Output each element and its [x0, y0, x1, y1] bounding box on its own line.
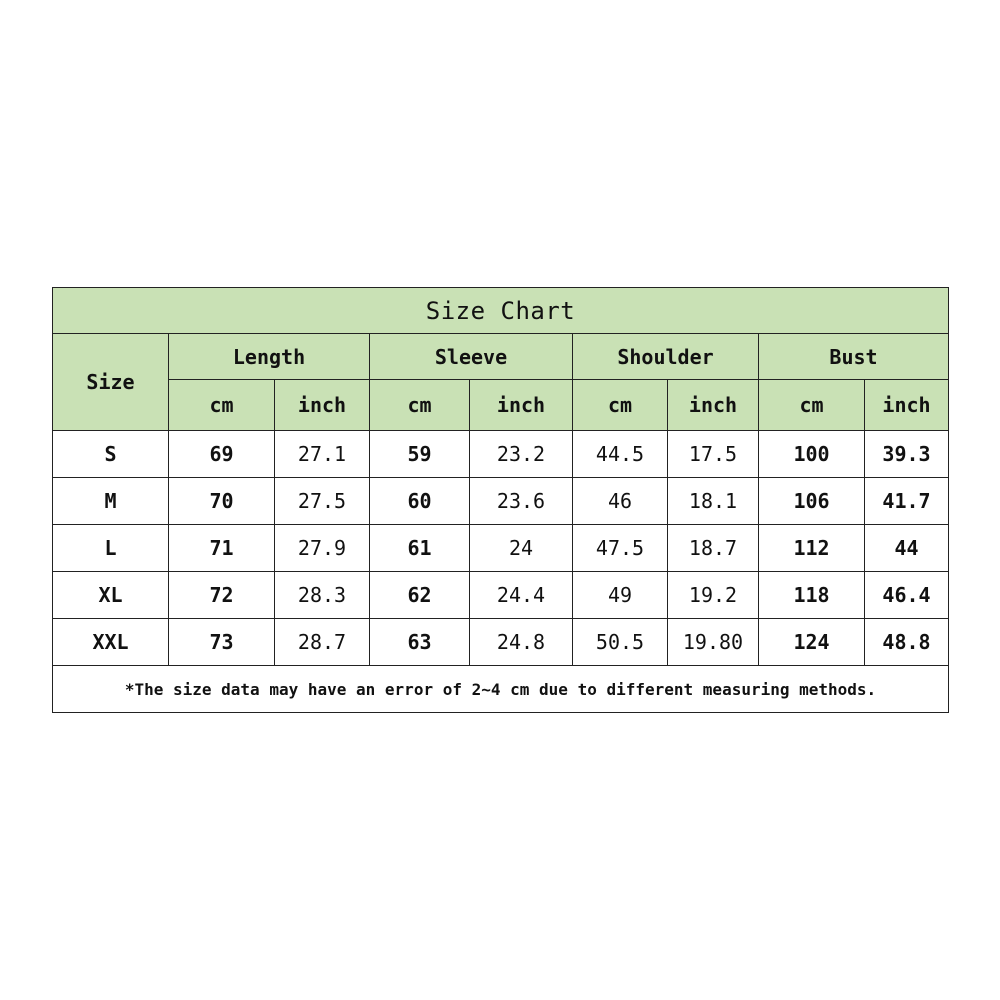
table-cell: 48.8 — [865, 619, 949, 666]
table-cell: 60 — [370, 478, 470, 525]
table-cell: 17.5 — [668, 431, 759, 478]
table-cell: 27.1 — [275, 431, 370, 478]
table-row — [53, 431, 949, 478]
table-cell: 63 — [370, 619, 470, 666]
table-cell: 44 — [865, 525, 949, 572]
table-cell: 73 — [169, 619, 275, 666]
table-cell: 118 — [759, 572, 865, 619]
size-label: M — [53, 478, 169, 525]
table-cell: 69 — [169, 431, 275, 478]
size-label: S — [53, 431, 169, 478]
group-header-bust: Bust — [759, 334, 949, 380]
table-row — [53, 525, 949, 572]
table-cell: 24 — [470, 525, 573, 572]
table-row — [53, 619, 949, 666]
table-cell: 106 — [759, 478, 865, 525]
table-cell: 70 — [169, 478, 275, 525]
size-label: XXL — [53, 619, 169, 666]
measurement-note: *The size data may have an error of 2~4 cm due to different measuring methods. — [53, 666, 949, 713]
table-cell: 71 — [169, 525, 275, 572]
size-label: L — [53, 525, 169, 572]
table-cell: 18.1 — [668, 478, 759, 525]
table-cell: 46.4 — [865, 572, 949, 619]
chart-title: Size Chart — [53, 288, 949, 334]
unit-header: inch — [275, 380, 370, 431]
table-row — [53, 478, 949, 525]
group-header-sleeve: Sleeve — [370, 334, 573, 380]
table-cell: 50.5 — [573, 619, 668, 666]
table-cell: 49 — [573, 572, 668, 619]
table-cell: 27.5 — [275, 478, 370, 525]
table-cell: 47.5 — [573, 525, 668, 572]
table-cell: 28.3 — [275, 572, 370, 619]
group-header-shoulder: Shoulder — [573, 334, 759, 380]
table-cell: 28.7 — [275, 619, 370, 666]
table-cell: 19.80 — [668, 619, 759, 666]
unit-header: inch — [865, 380, 949, 431]
unit-header: cm — [370, 380, 470, 431]
table-row — [53, 572, 949, 619]
table-cell: 100 — [759, 431, 865, 478]
table-cell: 39.3 — [865, 431, 949, 478]
group-header-length: Length — [169, 334, 370, 380]
unit-header: cm — [759, 380, 865, 431]
size-label: XL — [53, 572, 169, 619]
table-cell: 27.9 — [275, 525, 370, 572]
table-cell: 18.7 — [668, 525, 759, 572]
table-cell: 124 — [759, 619, 865, 666]
table-cell: 61 — [370, 525, 470, 572]
table-cell: 112 — [759, 525, 865, 572]
table-cell: 72 — [169, 572, 275, 619]
unit-header: cm — [169, 380, 275, 431]
size-chart-table — [52, 287, 949, 713]
table-cell: 24.8 — [470, 619, 573, 666]
unit-header: inch — [470, 380, 573, 431]
table-cell: 41.7 — [865, 478, 949, 525]
table-cell: 44.5 — [573, 431, 668, 478]
table-cell: 23.6 — [470, 478, 573, 525]
table-cell: 46 — [573, 478, 668, 525]
table-cell: 59 — [370, 431, 470, 478]
table-cell: 19.2 — [668, 572, 759, 619]
size-column-header: Size — [53, 334, 169, 431]
unit-header: cm — [573, 380, 668, 431]
table-cell: 23.2 — [470, 431, 573, 478]
unit-header: inch — [668, 380, 759, 431]
table-cell: 62 — [370, 572, 470, 619]
table-cell: 24.4 — [470, 572, 573, 619]
